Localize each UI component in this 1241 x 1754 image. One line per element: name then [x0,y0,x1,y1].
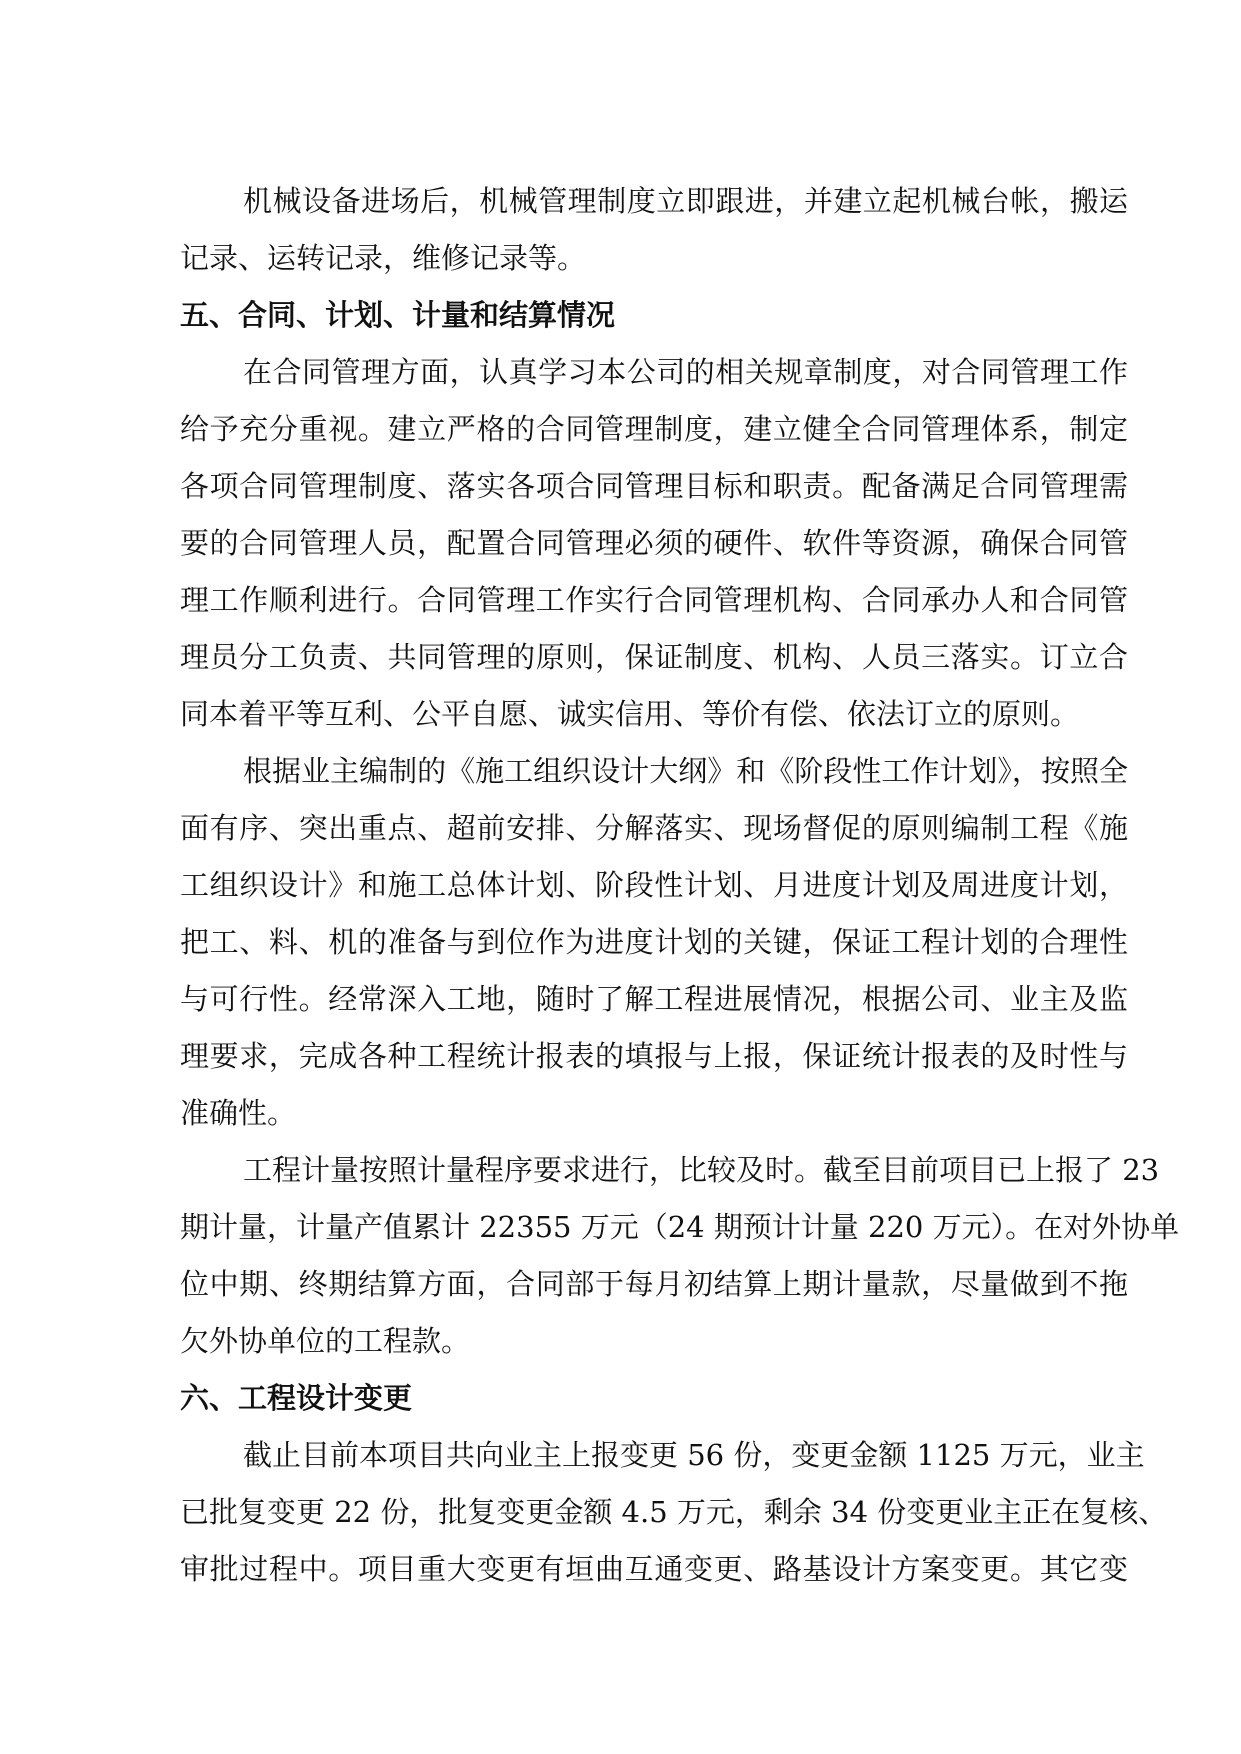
paragraph-line: 理工作顺利进行。合同管理工作实行合同管理机构、合同承办人和合同管 [180,583,1128,617]
paragraph-line: 给予充分重视。建立严格的合同管理制度，建立健全合同管理体系，制定 [180,412,1128,446]
section-heading: 六、工程设计变更 [180,1381,413,1415]
paragraph-line: 期计量，计量产值累计 22355 万元（24 期预计计量 220 万元）。在对外协单 [180,1210,1180,1244]
paragraph-line: 同本着平等互利、公平自愿、诚实信用、等价有偿、依法订立的原则。 [180,697,1080,731]
paragraph-line: 在合同管理方面，认真学习本公司的相关规章制度，对合同管理工作 [243,355,1128,389]
paragraph-line: 工组织设计》和施工总体计划、阶段性计划、月进度计划及周进度计划， [180,868,1128,902]
paragraph-line: 截止目前本项目共向业主上报变更 56 份，变更金额 1125 万元，业主 [243,1438,1145,1472]
paragraph-line: 理员分工负责、共同管理的原则，保证制度、机构、人员三落实。订立合 [180,640,1128,674]
paragraph-line: 已批复变更 22 份，批复变更金额 4.5 万元，剩余 34 份变更业主正在复核、 [180,1495,1168,1529]
paragraph-line: 欠外协单位的工程款。 [180,1324,471,1358]
paragraph-line: 面有序、突出重点、超前安排、分解落实、现场督促的原则编制工程《施 [180,811,1128,845]
paragraph-line: 与可行性。经常深入工地，随时了解工程进展情况，根据公司、业主及监 [180,982,1128,1016]
paragraph-line: 工程计量按照计量程序要求进行，比较及时。截至目前项目已上报了 23 [243,1153,1160,1187]
paragraph-line: 机械设备进场后，机械管理制度立即跟进，并建立起机械台帐，搬运 [243,184,1128,218]
paragraph-line: 把工、料、机的准备与到位作为进度计划的关键，保证工程计划的合理性 [180,925,1128,959]
paragraph-line: 各项合同管理制度、落实各项合同管理目标和职责。配备满足合同管理需 [180,469,1128,503]
section-heading: 五、合同、计划、计量和结算情况 [180,298,616,332]
paragraph-line: 要的合同管理人员，配置合同管理必须的硬件、软件等资源，确保合同管 [180,526,1128,560]
paragraph-line: 准确性。 [180,1096,297,1130]
paragraph-line: 记录、运转记录，维修记录等。 [180,241,587,275]
paragraph-line: 根据业主编制的《施工组织设计大纲》和《阶段性工作计划》，按照全 [243,754,1128,788]
paragraph-line: 审批过程中。项目重大变更有垣曲互通变更、路基设计方案变更。其它变 [180,1552,1128,1586]
paragraph-line: 位中期、终期结算方面，合同部于每月初结算上期计量款，尽量做到不拖 [180,1267,1128,1301]
paragraph-line: 理要求，完成各种工程统计报表的填报与上报，保证统计报表的及时性与 [180,1039,1128,1073]
